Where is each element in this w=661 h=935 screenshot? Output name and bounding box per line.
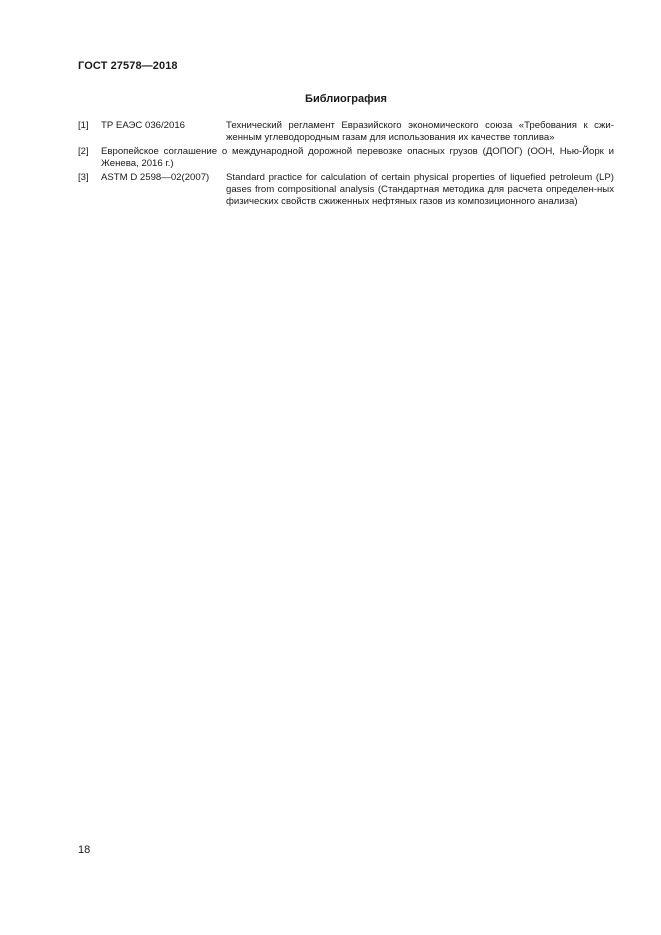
bibliography-entry — [78, 146, 614, 171]
entry-designation: Европейское соглашение — [101, 145, 218, 157]
bibliography-entry — [78, 120, 614, 145]
entry-description: Standard practice for calculation of certain physical properties of liquefied petroleum (LP) gases from compositional analysis (Стандартная методика для расчета определен-ных физических свойств сжиженных нефтяных газов из композиционного анализа) — [226, 171, 614, 208]
entry-number: [3] — [78, 171, 89, 183]
bibliography-list — [78, 120, 614, 210]
page-number: 18 — [78, 844, 91, 856]
entry-body — [101, 146, 614, 171]
entry-description: Технический регламент Евразийского экономического союза «Требования к сжи-женным углеводородным газам для использования их качестве топлива» — [226, 120, 614, 144]
entry-number: [1] — [78, 120, 89, 131]
entry-designation: ТР ЕАЭС 036/2016 — [101, 120, 186, 131]
entry-description: о международной дорожной перевозке опасных грузов (ДОПОГ) (ООН, Нью-Йорк и Женева, 2016 г.) — [101, 145, 614, 170]
bibliography-entry — [78, 172, 614, 209]
document-header: ГОСТ 27578—2018 — [78, 60, 178, 72]
entry-number: [2] — [78, 145, 89, 157]
entry-designation: ASTM D 2598—02(2007) — [101, 171, 210, 183]
bibliography-title: Библиография — [305, 93, 387, 105]
